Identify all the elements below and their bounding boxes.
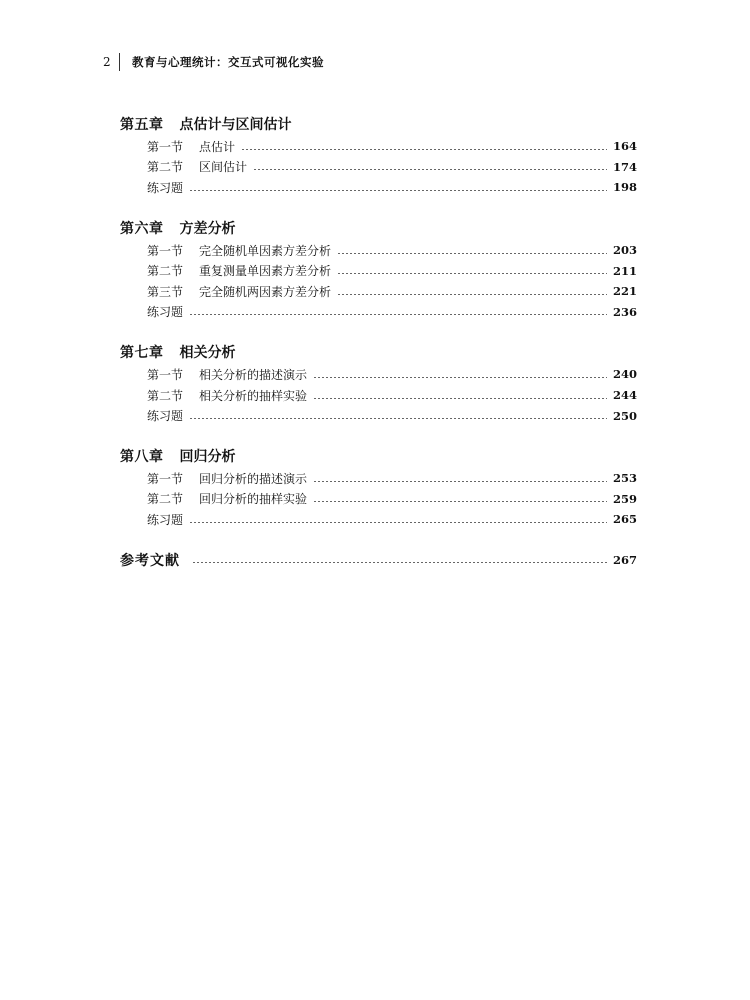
chapter-title: 相关分析 (179, 345, 236, 362)
entry-page-number: 164 (613, 139, 638, 154)
chapter-title: 回归分析 (179, 448, 236, 465)
entry-page-number: 236 (613, 304, 638, 319)
entry-page-number: 174 (613, 159, 638, 174)
chapter-block (120, 217, 638, 322)
entry-page-number: 211 (613, 263, 638, 278)
references-title: 参考文献 (120, 552, 180, 569)
section-number: 第二节 (147, 492, 184, 507)
entry-title: 练习题 (147, 180, 184, 195)
page-number: 2 (103, 55, 111, 69)
dot-leader (313, 398, 607, 399)
section-number: 第二节 (147, 160, 184, 175)
chapter-block (120, 341, 638, 426)
section-number: 第一节 (147, 471, 184, 486)
chapter-title: 点估计与区间估计 (179, 117, 292, 133)
chapter-heading[interactable] (120, 341, 635, 363)
entry-page-number: 203 (613, 243, 638, 258)
section-number: 第一节 (147, 139, 184, 154)
chapter-heading[interactable] (120, 217, 635, 239)
chapter-block (120, 113, 638, 198)
dot-leader (189, 522, 607, 523)
dot-leader (189, 190, 607, 191)
section-number: 第一节 (147, 367, 184, 382)
book-title: 教育与心理统计：交互式可视化实验 (132, 55, 324, 69)
chapter-number: 第八章 (120, 448, 164, 465)
toc-entry[interactable] (120, 302, 638, 323)
toc-entry[interactable] (120, 385, 638, 406)
entry-page-number: 221 (613, 284, 638, 299)
chapter-number: 第七章 (120, 345, 164, 362)
entry-title: 回归分析的描述演示 (199, 471, 308, 486)
entry-page-number: 253 (613, 471, 638, 486)
entry-title: 练习题 (147, 409, 184, 424)
toc-entry[interactable] (120, 260, 638, 281)
toc-entry[interactable] (120, 157, 638, 178)
toc-entry[interactable] (120, 281, 638, 302)
running-head (103, 52, 324, 72)
dot-leader (337, 253, 607, 254)
dot-leader (337, 273, 607, 274)
entry-title: 相关分析的抽样实验 (199, 388, 308, 403)
entry-page-number: 250 (613, 408, 638, 423)
entry-title: 相关分析的描述演示 (199, 367, 308, 382)
entry-page-number: 265 (613, 512, 638, 527)
entry-page-number: 259 (613, 491, 638, 506)
chapter-heading[interactable] (120, 445, 635, 467)
chapter-title: 方差分析 (179, 220, 236, 237)
toc-entry[interactable] (120, 405, 638, 426)
dot-leader (192, 562, 607, 563)
chapter-number: 第五章 (120, 117, 164, 133)
chapter-list (120, 113, 638, 530)
dot-leader (313, 501, 607, 502)
toc-entry[interactable] (120, 509, 638, 530)
references-page-number: 267 (613, 552, 638, 567)
entry-title: 重复测量单因素方差分析 (199, 264, 332, 279)
entry-title: 点估计 (199, 139, 236, 154)
entry-title: 回归分析的抽样实验 (199, 492, 308, 507)
chapter-heading[interactable] (120, 113, 635, 135)
toc-entry[interactable] (120, 364, 638, 385)
header-divider (119, 53, 120, 71)
dot-leader (189, 314, 607, 315)
dot-leader (189, 418, 607, 419)
entry-title: 练习题 (147, 512, 184, 527)
section-number: 第三节 (147, 284, 184, 299)
entry-title: 完全随机单因素方差分析 (199, 243, 332, 258)
dot-leader (337, 294, 607, 295)
toc-entry[interactable] (120, 489, 638, 510)
entry-title: 完全随机两因素方差分析 (199, 284, 332, 299)
toc-entry[interactable] (120, 136, 638, 157)
section-number: 第二节 (147, 264, 184, 279)
toc-entry[interactable] (120, 240, 638, 261)
entry-page-number: 240 (613, 367, 638, 382)
dot-leader (313, 481, 607, 482)
dot-leader (253, 169, 607, 170)
chapter-number: 第六章 (120, 220, 164, 237)
dot-leader (313, 377, 607, 378)
table-of-contents (120, 113, 638, 571)
dot-leader (241, 149, 607, 150)
section-number: 第一节 (147, 243, 184, 258)
toc-entry-references[interactable] (120, 549, 638, 571)
entry-title: 练习题 (147, 305, 184, 320)
entry-page-number: 244 (613, 388, 638, 403)
toc-entry[interactable] (120, 468, 638, 489)
chapter-block (120, 445, 638, 530)
entry-title: 区间估计 (199, 160, 248, 175)
entry-page-number: 198 (613, 180, 638, 195)
toc-entry[interactable] (120, 177, 638, 198)
section-number: 第二节 (147, 388, 184, 403)
